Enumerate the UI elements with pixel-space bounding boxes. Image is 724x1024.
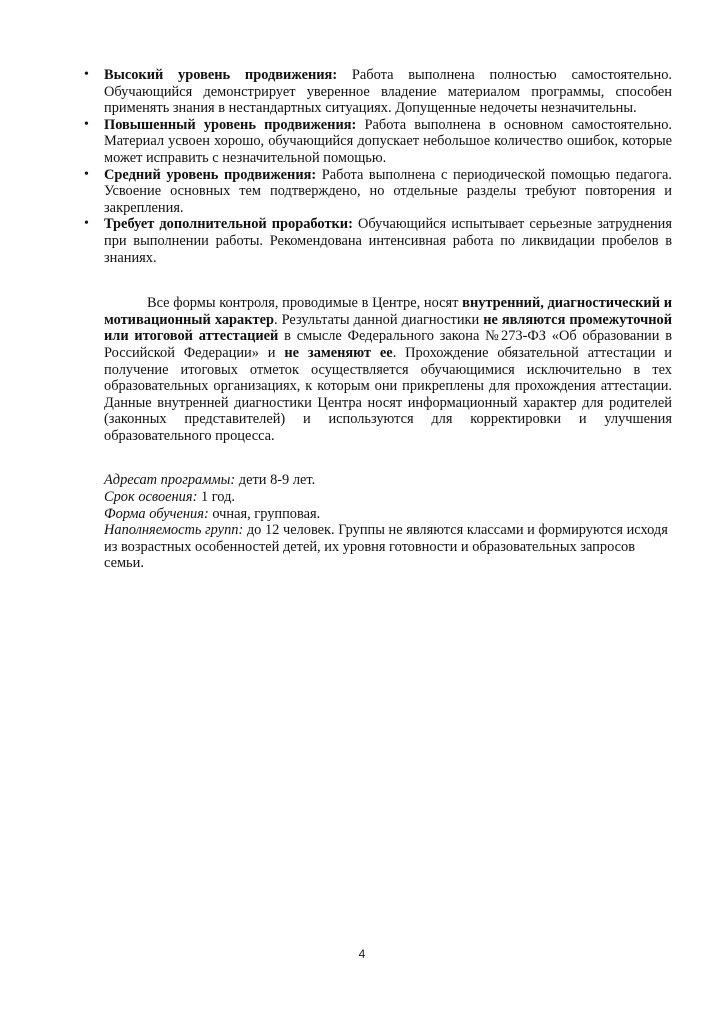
page-content (84, 67, 673, 572)
paragraph-emphasis: внутренний, диагностический и мотивационный характер (104, 295, 672, 328)
level-title: Средний уровень продвижения: (104, 166, 317, 183)
level-title: Высокий уровень продвижения: (104, 67, 338, 83)
info-duration (104, 489, 672, 506)
info-audience (104, 472, 672, 489)
paragraph-emphasis: не являются промежуточной или итоговой аттестацией (104, 311, 672, 345)
paragraph-text: Все формы контроля, проводимые в Центре, носят (147, 295, 463, 312)
level-description: Работа выполнена с периодической помощью педагога. Усвоение основных тем подтверждено, но отдельные разделы требуют повторения и закрепления. (104, 166, 672, 216)
progress-levels-list (84, 67, 673, 266)
bullet-icon: • (84, 116, 89, 132)
list-item (84, 116, 673, 167)
bullet-icon: • (84, 216, 89, 232)
level-description: Обучающийся испытывает серьезные затруднения при выполнении работы. Рекомендована интенсивная работа по ликвидации пробелов в знаниях. (104, 216, 672, 266)
level-title: Требует дополнительной проработки: (104, 216, 353, 233)
paragraph-emphasis: не заменяют ее (284, 344, 393, 361)
info-label: Адресат программы: (104, 472, 236, 489)
list-item (84, 166, 672, 217)
paragraph-text: . Прохождение обязательной аттестации и получение итоговых отметок осуществляется обучающимися исключительно в тех образовательных организациях, к которым они прикреплены для прохождения аттестации. Данные внутренней диагностики Центра носят информационный характер для родителей (законных представителей) и используются для корректировки и улучшения образовательного процесса. (104, 344, 672, 444)
info-value: дети 8-9 лет. (235, 472, 316, 489)
program-info (104, 472, 672, 572)
level-description: Работа выполнена в основном самостоятельно. Материал усвоен хорошо, обучающийся допускает небольшое количество ошибок, которые может исправить с незначительной помощью. (104, 116, 673, 166)
bullet-icon: • (84, 166, 89, 182)
info-label: Наполняемость групп: (104, 522, 244, 539)
list-item (84, 216, 672, 266)
info-label: Срок освоения: (104, 489, 198, 506)
level-title: Повышенный уровень продвижения: (104, 116, 357, 133)
page-number: 4 (358, 947, 366, 961)
info-group-size (104, 522, 672, 572)
control-forms-paragraph (104, 295, 672, 444)
paragraph-text: . Результаты данной диагностики (274, 311, 484, 328)
paragraph-text: в смысле Федерального закона №273-ФЗ «Об образовании в Российской Федерации» и (104, 328, 672, 361)
level-description: Работа выполнена полностью самостоятельно. Обучающийся демонстрирует уверенное владение материалом программы, способен применять знания в нестандартных ситуациях. Допущенные недочеты незначительны. (104, 67, 672, 117)
bullet-icon: • (84, 67, 89, 82)
info-value: очная, групповая. (208, 505, 321, 522)
info-value: до 12 человек. Группы не являются классами и формируются исходя из возрастных особенностей детей, их уровня готовности и образовательных запросов семьи. (104, 522, 668, 572)
list-item (84, 67, 672, 117)
info-value: 1 год. (197, 489, 235, 506)
info-label: Форма обучения: (104, 505, 209, 522)
info-form (104, 506, 672, 523)
